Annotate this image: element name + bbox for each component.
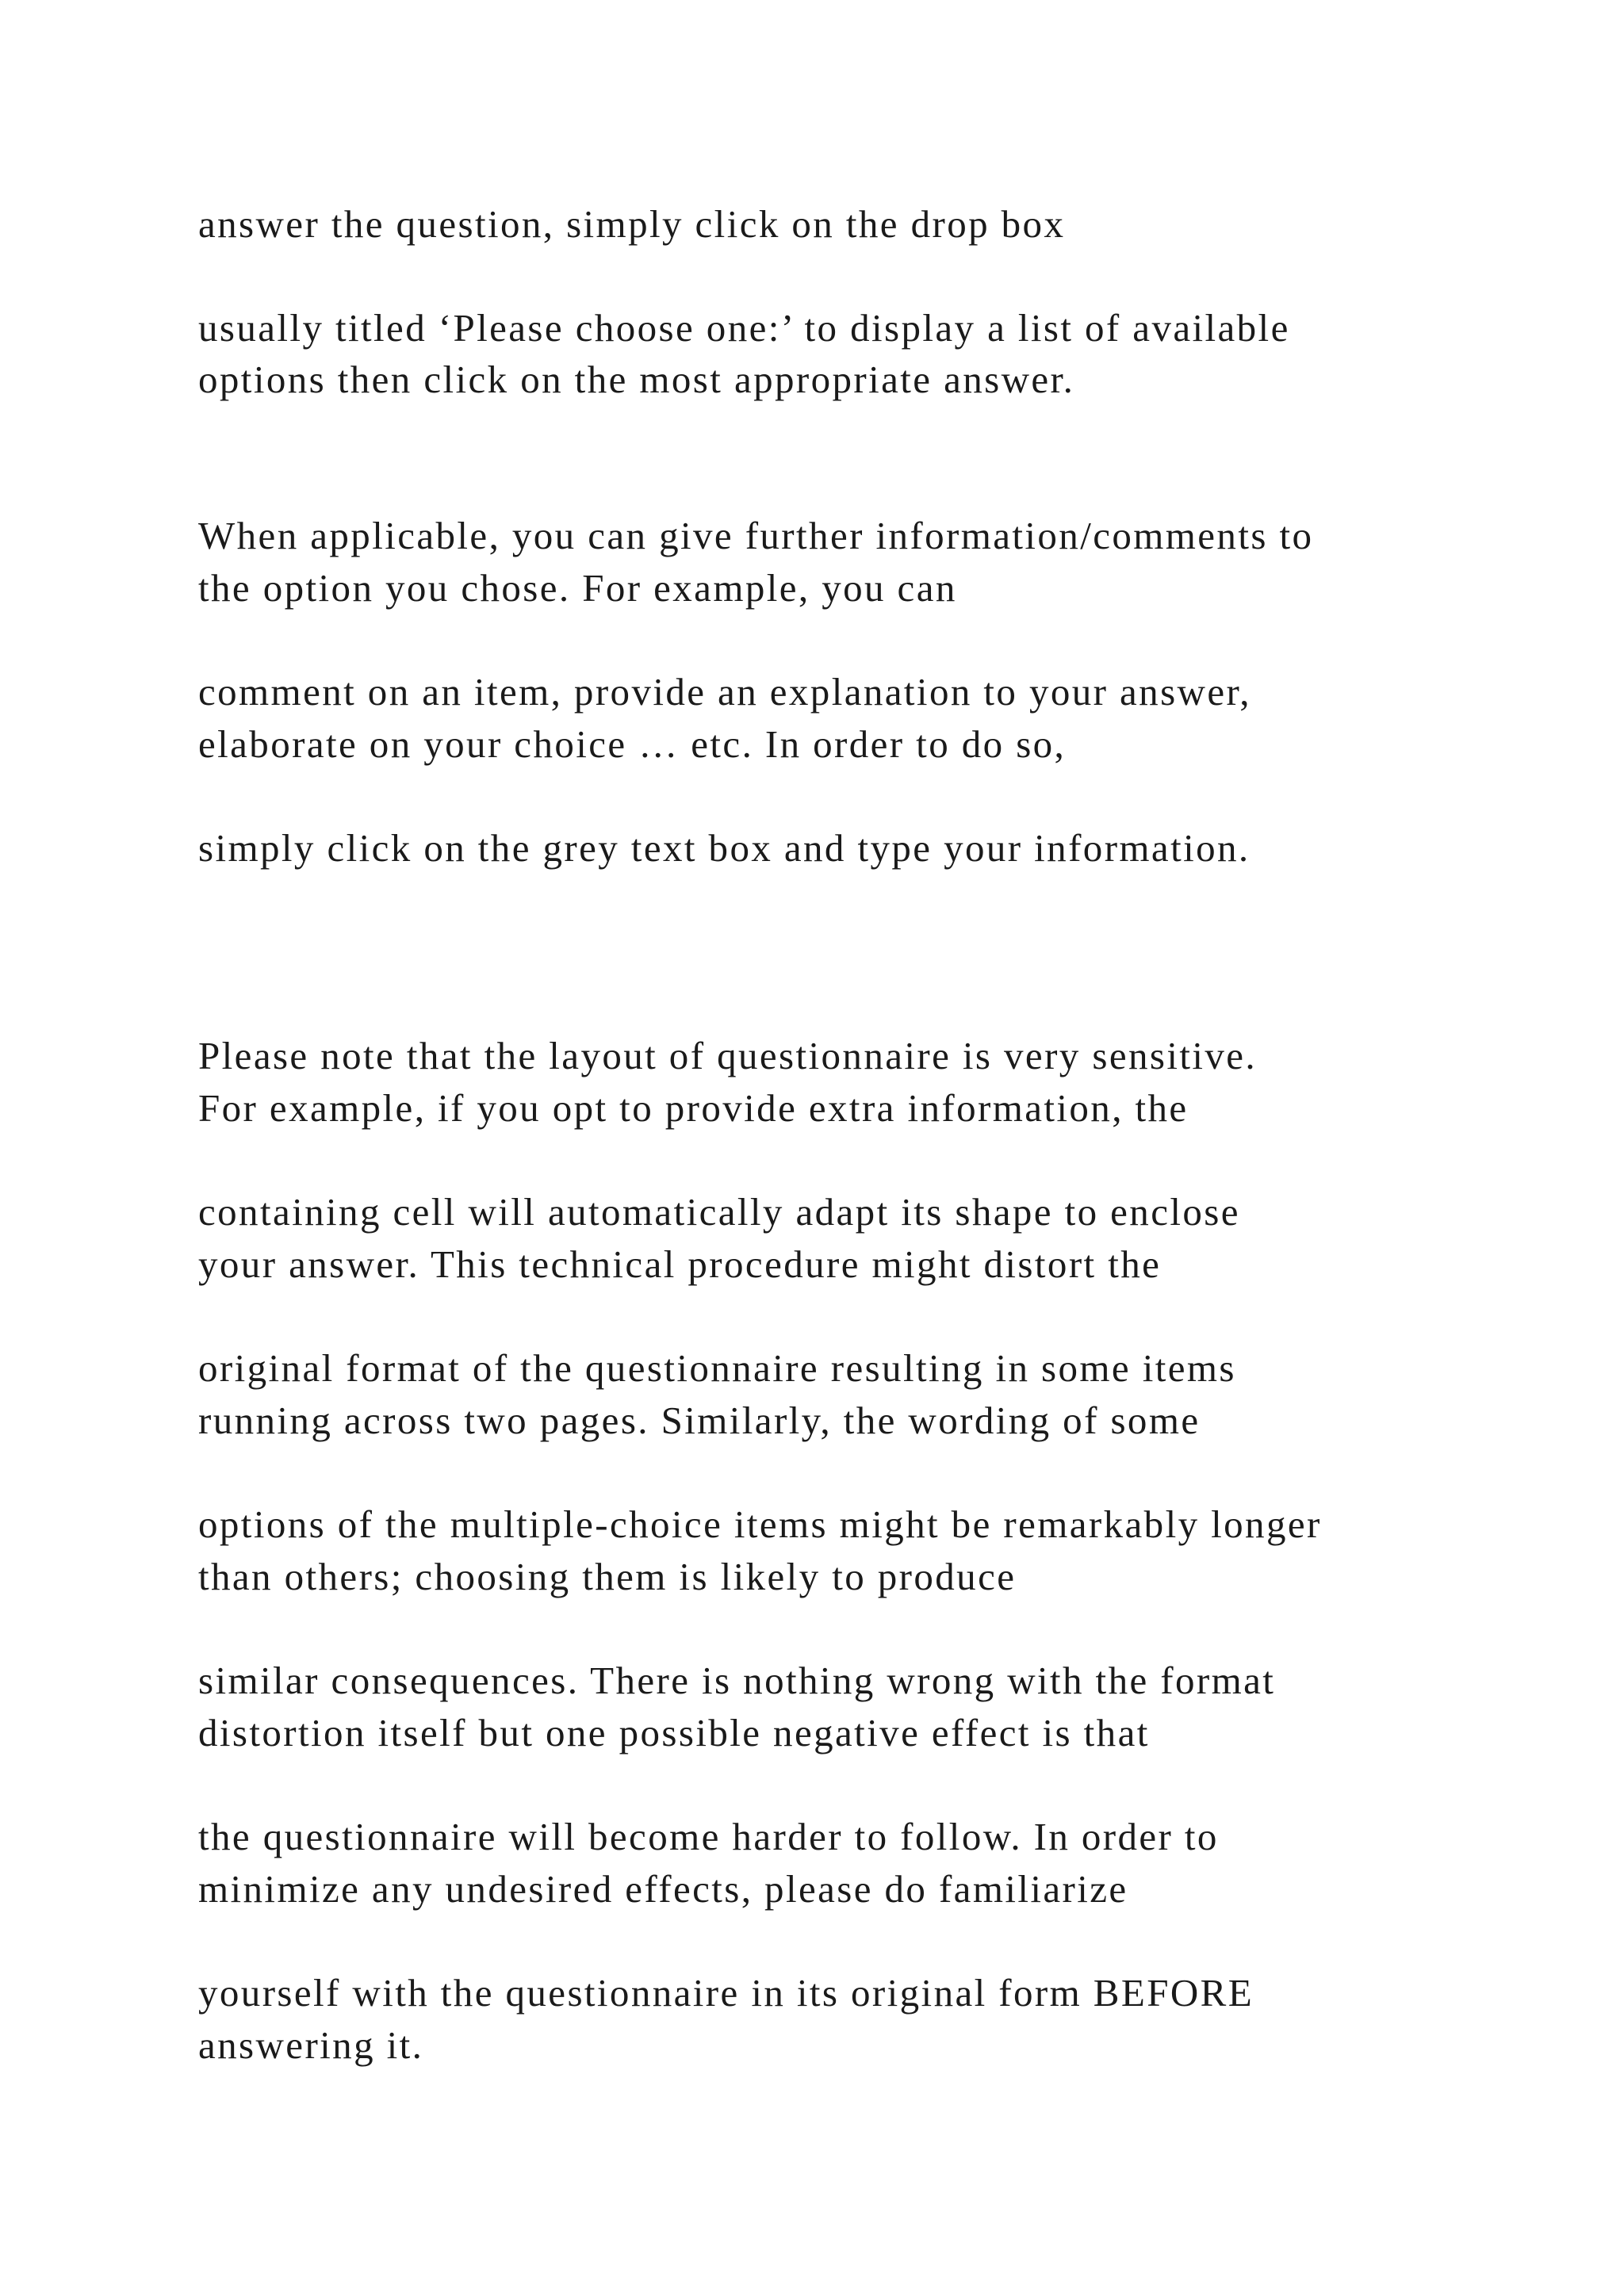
text-line: options of the multiple-choice items might be remarkably longer [198,1502,1322,1546]
text-line: comment on an item, provide an explanation to your answer, [198,670,1251,714]
text-line: yourself with the questionnaire in its original form BEFORE [198,1971,1254,2015]
text-line: For example, if you opt to provide extra information, the [198,1086,1189,1130]
text-line: running across two pages. Similarly, the wording of some [198,1399,1201,1442]
text-line: your answer. This technical procedure might distort the [198,1242,1162,1286]
text-line: options then click on the most appropriate answer. [198,358,1075,401]
text-line: minimize any undesired effects, please do familiarize [198,1867,1128,1911]
text-line: than others; choosing them is likely to produce [198,1555,1017,1598]
text-line: usually titled ‘Please choose one:’ to display a list of available [198,306,1290,350]
text-line: elaborate on your choice … etc. In order to do so, [198,722,1067,766]
text-line: the option you chose. For example, you can [198,566,957,610]
text-line: simply click on the grey text box and type your information. [198,826,1251,870]
text-line: distortion itself but one possible negative effect is that [198,1711,1150,1755]
text-line: When applicable, you can give further information/comments to [198,514,1314,557]
text-line: answering it. [198,2023,424,2067]
text-line: the questionnaire will become harder to follow. In order to [198,1815,1219,1858]
text-line: answer the question, simply click on the drop box [198,202,1066,246]
text-line: original format of the questionnaire resulting in some items [198,1346,1236,1390]
text-line: similar consequences. There is nothing wrong with the format [198,1659,1276,1702]
text-line: containing cell will automatically adapt its shape to enclose [198,1190,1240,1234]
text-line: Please note that the layout of questionnaire is very sensitive. [198,1034,1258,1077]
